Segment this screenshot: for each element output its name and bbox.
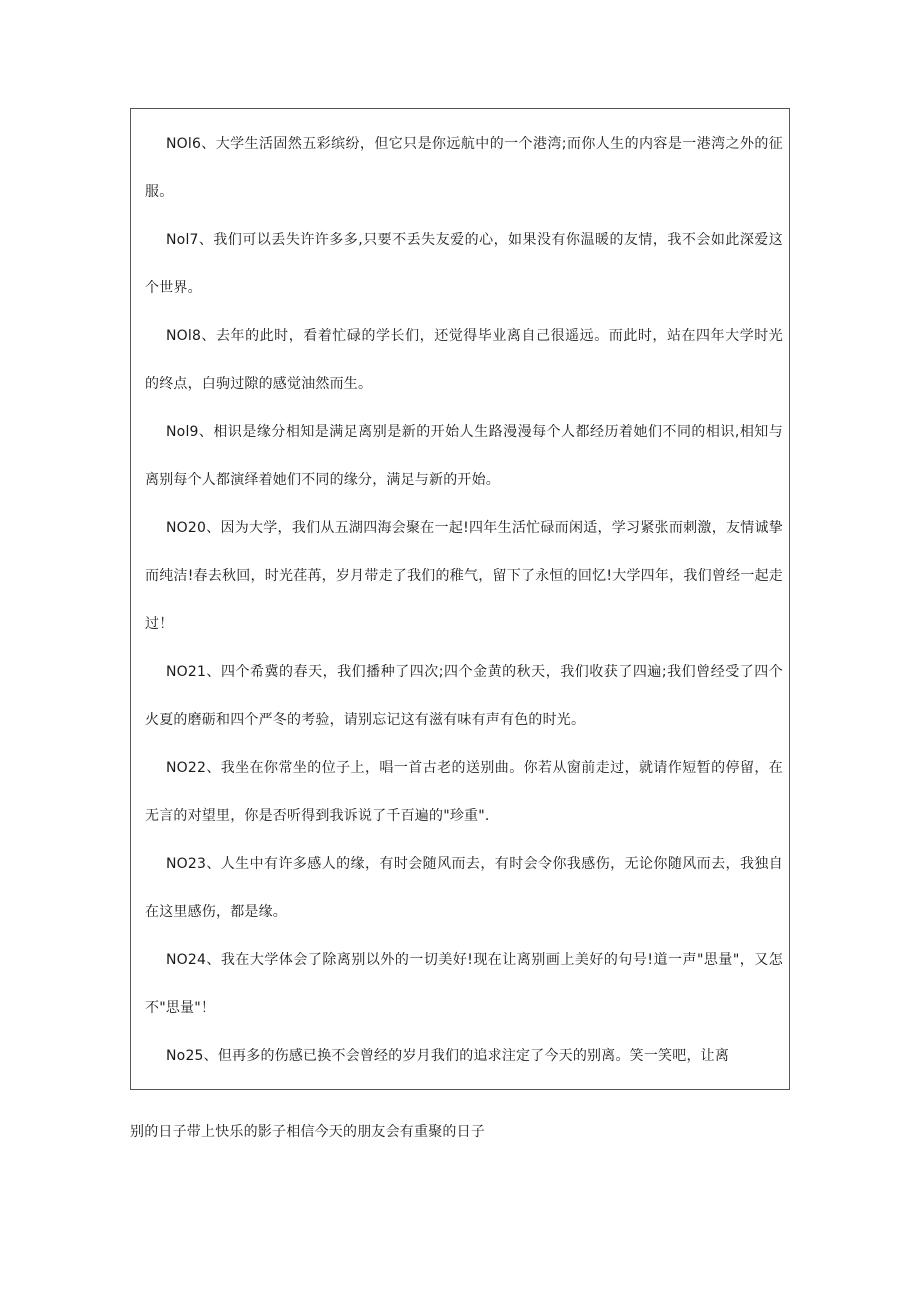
paragraph-no21: NO21、四个希冀的春天，我们播种了四次;四个金黄的秋天，我们收获了四遍;我们曾经受了四个火夏的磨砺和四个严冬的考验，请别忘记这有滋有味有声有色的时光。: [145, 664, 783, 728]
paragraph-no23: NO23、人生中有许多感人的缘，有时会随风而去，有时会令你我感伤，无论你随风而去，我独自在这里感伤，都是缘。: [145, 856, 783, 920]
content-frame: [130, 108, 790, 1090]
paragraph-no20: NO20、因为大学，我们从五湖四海会聚在一起!四年生活忙碌而闲适，学习紧张而刺激，友情诚挚而纯洁!春去秋回，时光荏苒，岁月带走了我们的稚气，留下了永恒的回忆!大学四年，我们曾经一起走过！: [145, 520, 783, 632]
paragraph-no24: NO24、我在大学体会了除离别以外的一切美好!现在让离别画上美好的句号!道一声"思量"，又怎不"思量"！: [145, 952, 783, 1016]
paragraph-no22: NO22、我坐在你常坐的位子上，唱一首古老的送别曲。你若从窗前走过，就请作短暂的停留，在无言的对望里，你是否听得到我诉说了千百遍的"珍重".: [145, 760, 783, 824]
paragraph-no25: No25、但再多的伤感已换不会曾经的岁月我们的追求注定了今天的别离。笑一笑吧，让离: [166, 1048, 730, 1064]
paragraph-no19: Nol9、相识是缘分相知是满足离别是新的开始人生路漫漫每个人都经历着她们不同的相识,相知与离别每个人都演绎着她们不同的缘分，满足与新的开始。: [145, 424, 783, 488]
paragraph-no17: Nol7、我们可以丢失许许多多,只要不丢失友爱的心，如果没有你温暖的友情，我不会如此深爱这个世界。: [145, 232, 783, 296]
paragraph-no18: NOl8、去年的此时，看着忙碌的学长们，还觉得毕业离自己很遥远。而此时，站在四年大学时光的终点，白驹过隙的感觉油然而生。: [145, 328, 783, 392]
paragraph-no25-continuation: 别的日子带上快乐的影子相信今天的朋友会有重聚的日子: [130, 1124, 485, 1140]
paragraph-no16: NOl6、大学生活固然五彩缤纷，但它只是你远航中的一个港湾;而你人生的内容是一港湾之外的征服。: [145, 136, 783, 200]
